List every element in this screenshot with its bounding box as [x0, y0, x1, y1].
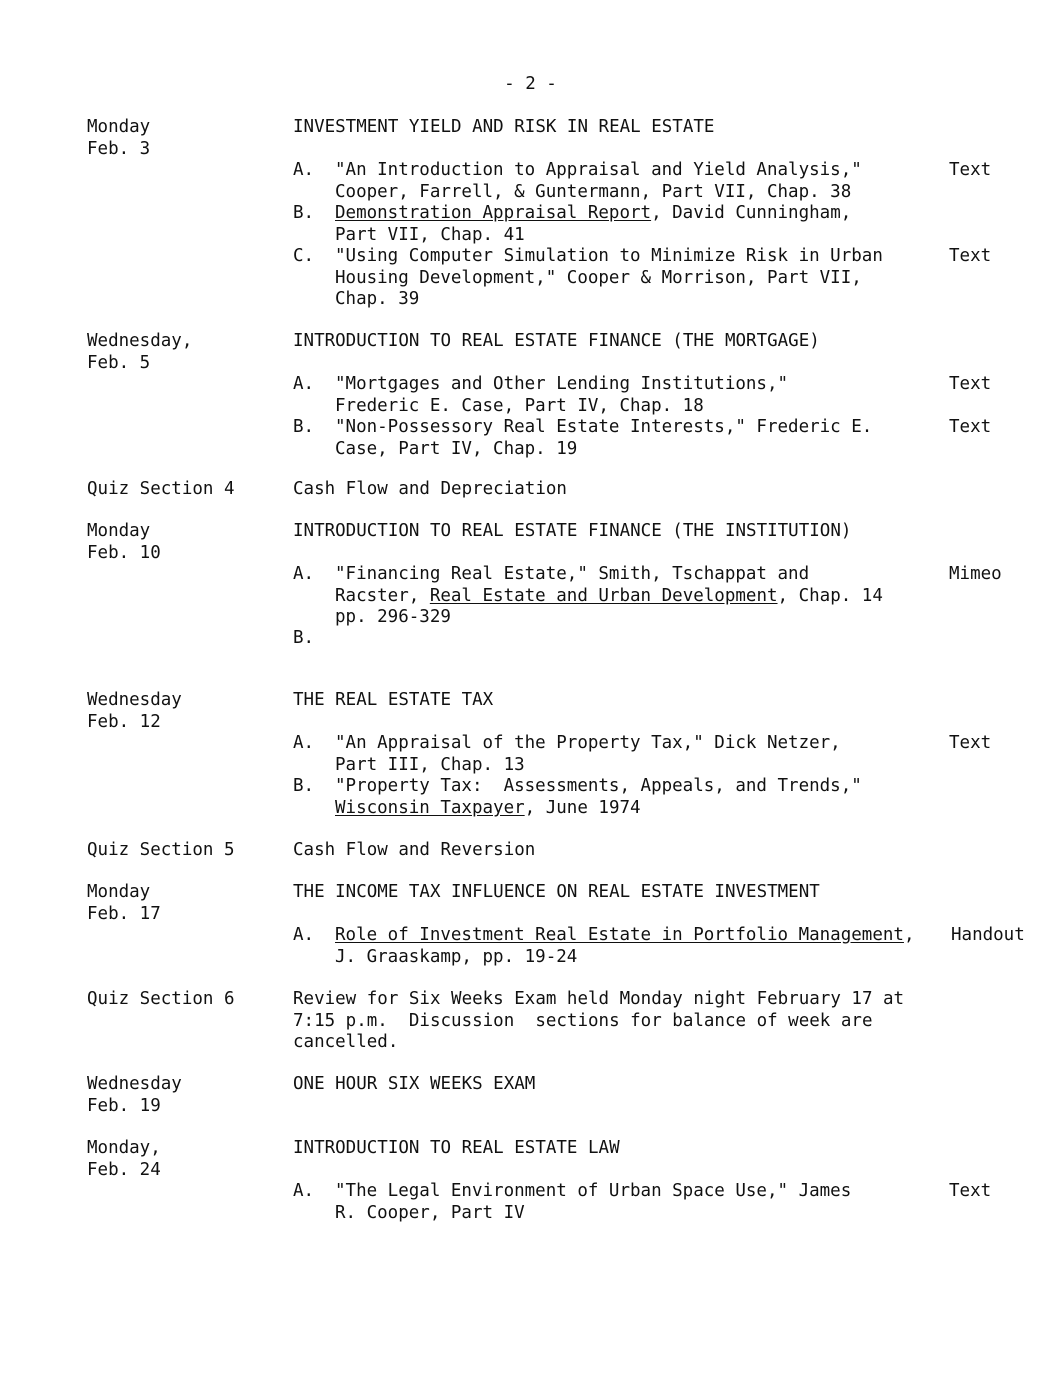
- topic-title: Cash Flow and Reversion: [293, 840, 536, 860]
- entry-date: Quiz Section 6: [87, 989, 235, 1009]
- entry-date: Wednesday Feb. 19: [87, 1074, 182, 1116]
- reading-source: Text: [949, 374, 992, 394]
- reading-source: Handout: [951, 925, 1025, 945]
- topic-title: THE INCOME TAX INFLUENCE ON REAL ESTATE INVESTMENT: [293, 882, 820, 902]
- topic-title: THE REAL ESTATE TAX: [293, 690, 494, 710]
- reading-source: Text: [949, 417, 992, 437]
- topic-description: Review for Six Weeks Exam held Monday night February 17 at 7:15 p.m. Discussion sections for balance of week are cancelled.: [293, 989, 905, 1052]
- reading-source: Text: [949, 246, 992, 266]
- reading-source: Text: [949, 733, 992, 753]
- entry-date: Quiz Section 5: [87, 840, 235, 860]
- topic-title: INTRODUCTION TO REAL ESTATE LAW: [293, 1138, 620, 1158]
- page-number: - 2 -: [504, 74, 557, 94]
- reading-source: Mimeo: [949, 564, 1002, 584]
- topic-title: ONE HOUR SIX WEEKS EXAM: [293, 1074, 536, 1094]
- entry-date: Quiz Section 4: [87, 479, 235, 499]
- topic-title: INVESTMENT YIELD AND RISK IN REAL ESTATE: [293, 117, 715, 137]
- entry-date: Monday Feb. 17: [87, 882, 161, 924]
- entry-date: Monday Feb. 3: [87, 117, 151, 159]
- entry-date: Monday Feb. 10: [87, 521, 161, 563]
- entry-date: Wednesday, Feb. 5: [87, 331, 193, 373]
- reading-source: Text: [949, 1181, 992, 1201]
- topic-title: INTRODUCTION TO REAL ESTATE FINANCE (THE MORTGAGE): [293, 331, 820, 351]
- topic-title: Cash Flow and Depreciation: [293, 479, 567, 499]
- reading-source: Text: [949, 160, 992, 180]
- entry-date: Wednesday Feb. 12: [87, 690, 182, 732]
- entry-date: Monday, Feb. 24: [87, 1138, 161, 1180]
- topic-title: INTRODUCTION TO REAL ESTATE FINANCE (THE INSTITUTION): [293, 521, 852, 541]
